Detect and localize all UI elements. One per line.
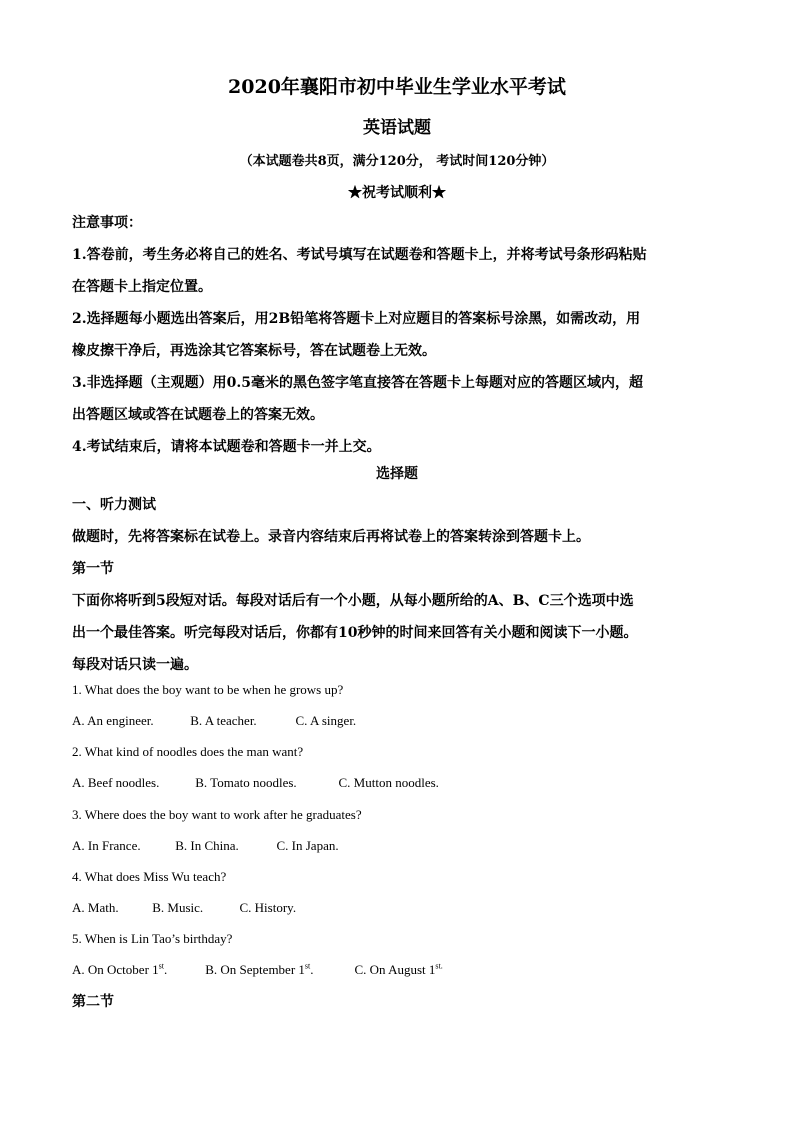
exam-info: （本试题卷共8页，满分120分， 考试时间120分钟） [239,154,555,169]
option-b: B. A teacher. [190,713,257,728]
option-b: B. In China. [175,838,239,853]
option-c-suffix: st. [435,961,443,971]
notice-section [72,207,732,463]
option-a-text: A. On October 1 [72,962,159,977]
sub2-heading: 第二节 [72,994,114,1010]
option-c: C. Mutton noodles. [338,775,439,790]
exam-subject: 英语试题 [363,118,431,138]
question-5: 5. When is Lin Tao’s birthday? [72,931,233,946]
options-2 [72,775,732,791]
options-3 [72,838,732,854]
sub1-line-3: 每段对话只读一遍。 [72,657,198,673]
notice-item-4: 4.考试结束后，请将本试题卷和答题卡一并上交。 [72,439,381,455]
option-b-text: B. On September 1 [205,962,305,977]
notice-item-2b: 橡皮擦干净后，再选涂其它答案标号，答在试题卷上无效。 [72,343,436,359]
options-1 [72,713,732,729]
notice-item-3a: 3.非选择题（主观题）用0.5毫米的黑色签字笔直接答在答题卡上每题对应的答题区域内，超 [72,375,643,391]
question-2: 2. What kind of noodles does the man want? [72,744,304,759]
notice-heading: 注意事项： [72,215,142,231]
option-b-end: . [310,962,314,977]
option-a: A. Math. [72,900,119,915]
question-4: 4. What does Miss Wu teach? [72,869,227,884]
option-c: C. A singer. [295,713,357,728]
question-3: 3. Where does the boy want to work after he graduates? [72,807,362,822]
exam-wish: ★祝考试顺利★ [348,185,446,201]
option-c-text: C. On August 1 [354,962,436,977]
notice-item-1a: 1.答卷前，考生务必将自己的姓名、考试号填写在试题卷和答题卡上，并将考试号条形码粘贴 [72,247,647,263]
notice-item-1b: 在答题卡上指定位置。 [72,279,212,295]
options-4 [72,900,732,916]
option-a-end: . [164,962,168,977]
option-a: A. Beef noodles. [72,775,160,790]
option-c: C. History. [239,900,297,915]
part1-instruction: 做题时，先将答案标在试卷上。录音内容结束后再将试卷上的答案转涂到答题卡上。 [72,529,590,545]
notice-item-3b: 出答题区域或答在试题卷上的答案无效。 [72,407,324,423]
sub1-line-1: 下面你将听到5段短对话。每段对话后有一个小题，从每小题所给的A、B、C三个选项中选 [72,593,634,609]
sub1-line-2: 出一个最佳答案。听完每段对话后，你都有10秒钟的时间来回答有关小题和阅读下一小题。 [72,625,638,641]
option-a: A. An engineer. [72,713,154,728]
option-a-suffix: st [158,961,164,971]
part1-heading: 一、听力测试 [72,497,156,513]
question-1: 1. What does the boy want to be when he grows up? [72,682,344,697]
exam-title: 2020年襄阳市初中毕业生学业水平考试 [228,76,566,98]
section-title: 选择题 [376,466,418,482]
option-c: C. In Japan. [276,838,339,853]
options-5 [72,962,732,978]
sub1-heading: 第一节 [72,561,114,577]
option-a [72,962,202,978]
option-b: B. Music. [152,900,204,915]
option-b: B. Tomato noodles. [195,775,297,790]
option-b-suffix: st [304,961,311,971]
option-c [355,962,443,978]
listening-section [72,489,732,681]
notice-item-2a: 2.选择题每小题选出答案后，用2B铅笔将答题卡上对应题目的答案标号涂黑，如需改动，用 [72,311,641,327]
option-b [205,962,351,978]
option-a: A. In France. [72,838,141,853]
